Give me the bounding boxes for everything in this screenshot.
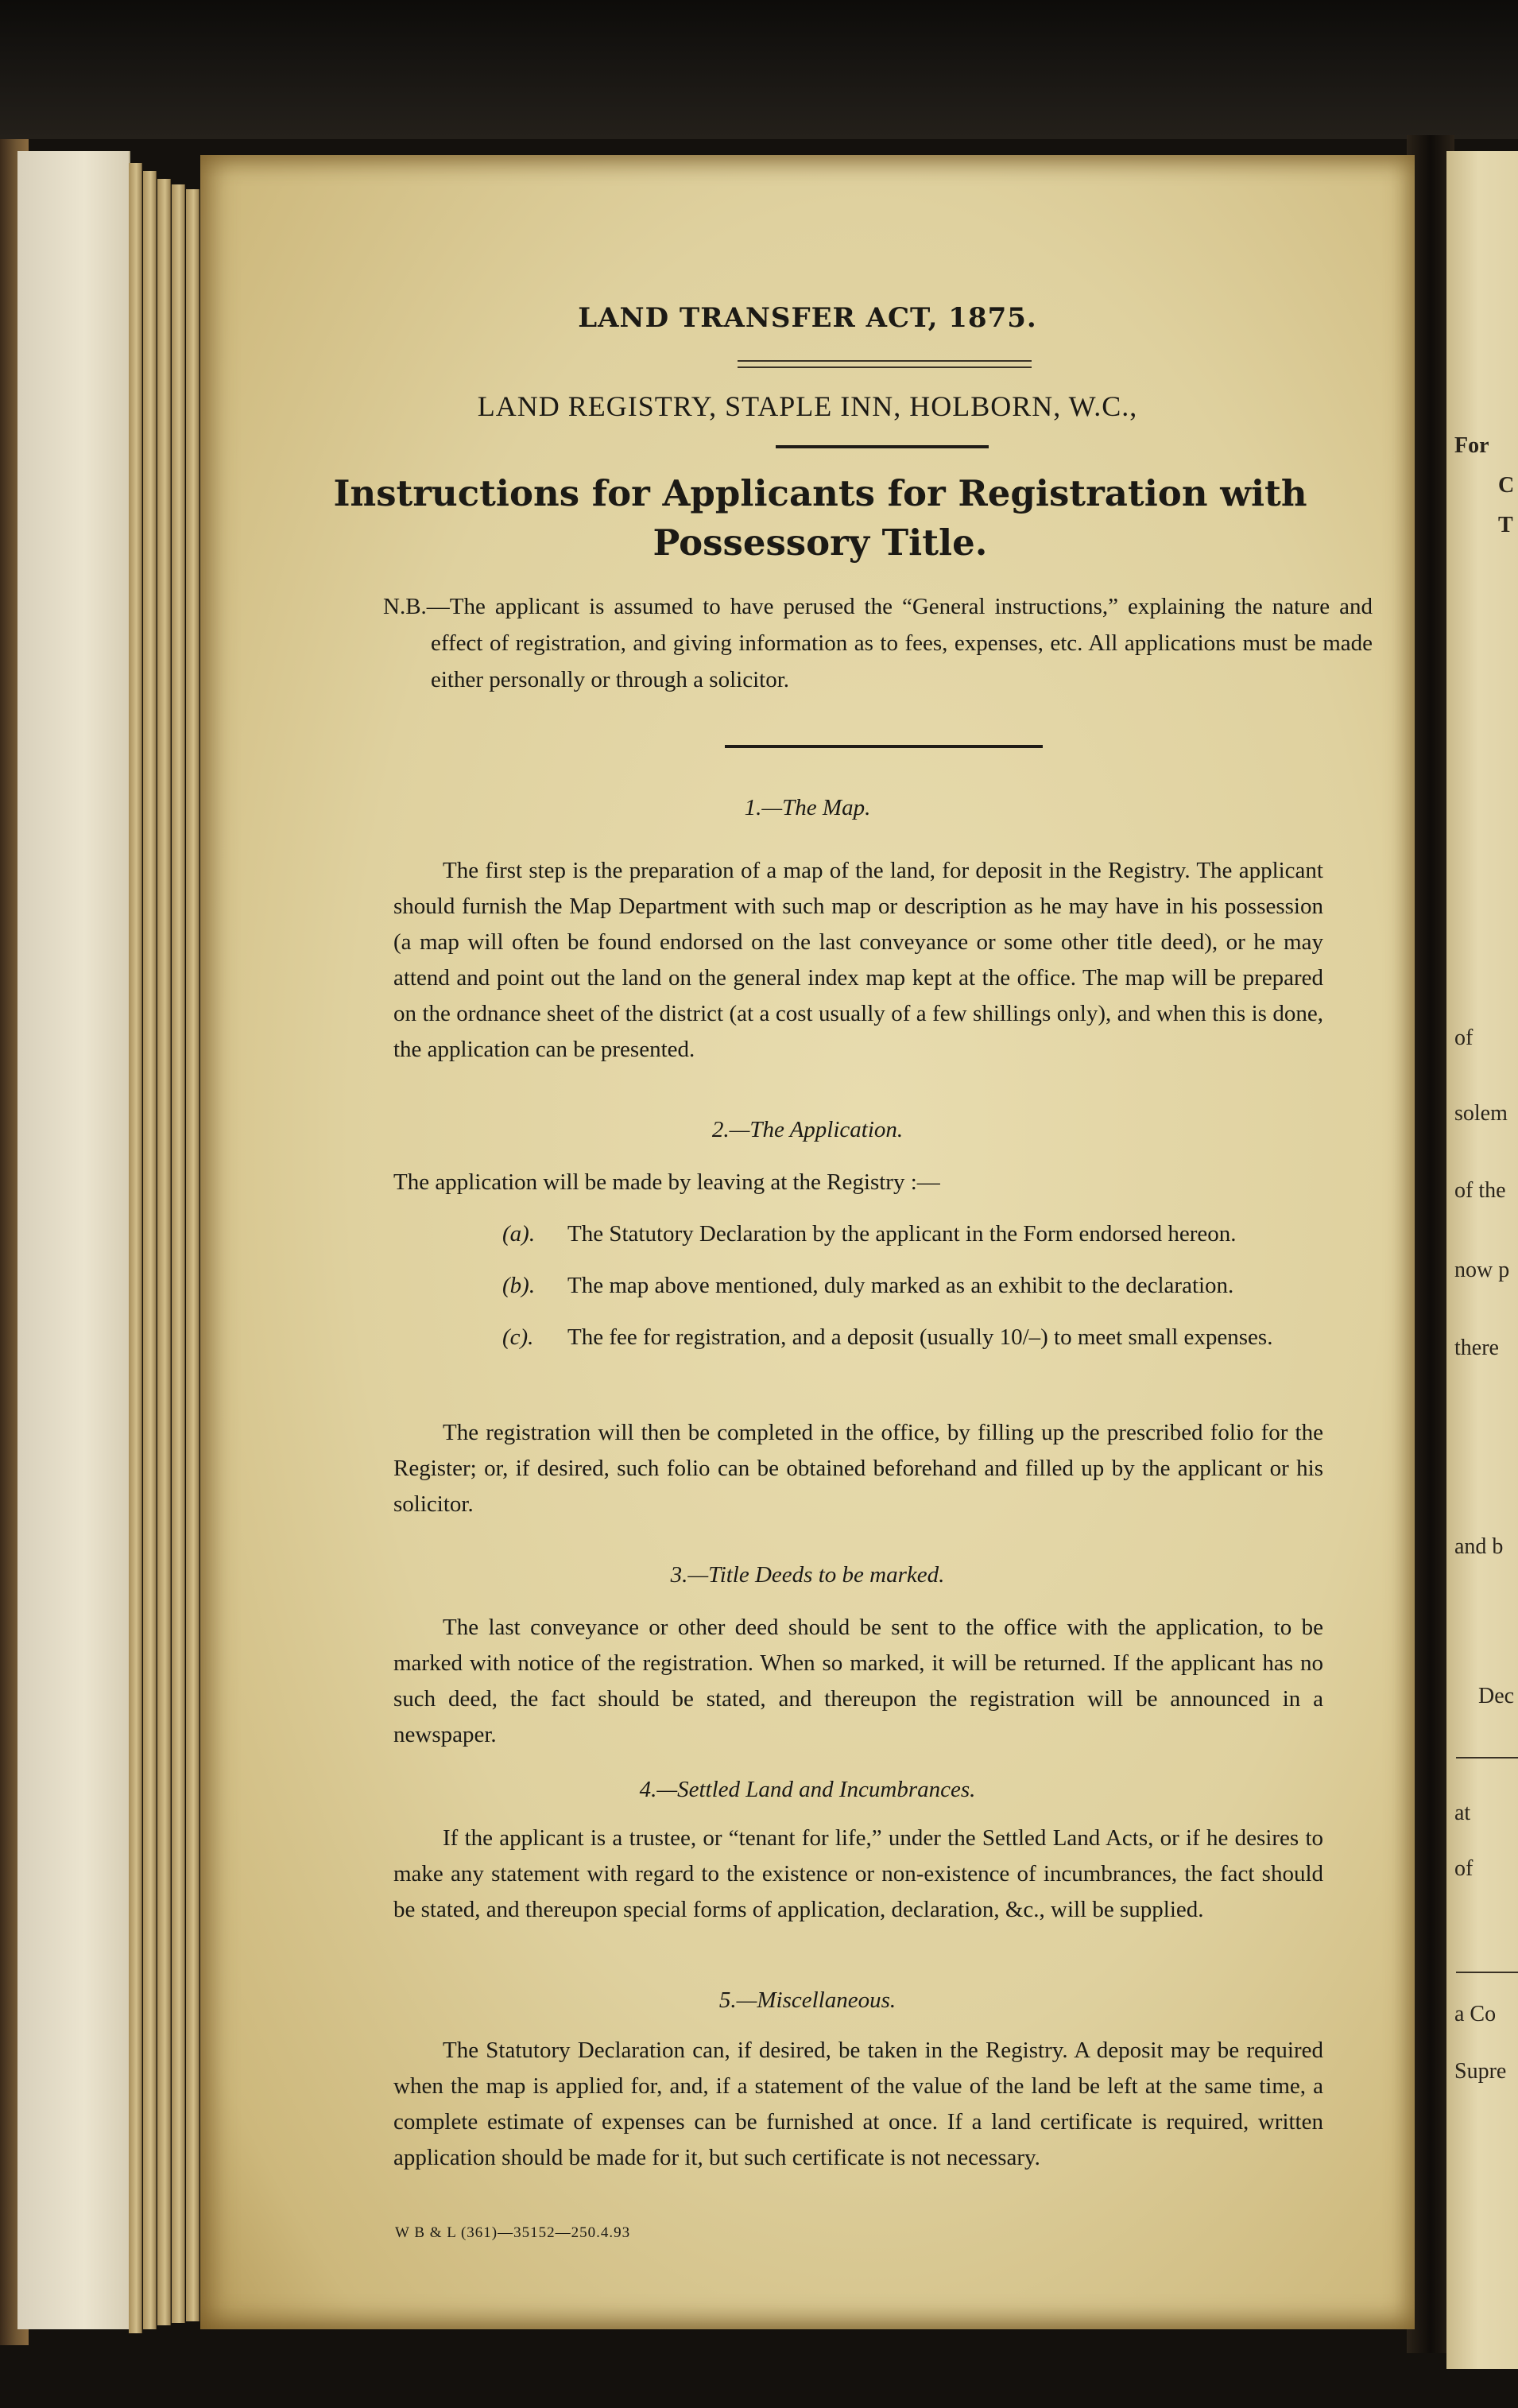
facing-fragment: there bbox=[1454, 1336, 1499, 1360]
facing-fragment: and b bbox=[1454, 1534, 1504, 1559]
leaf-edge bbox=[157, 179, 171, 2325]
leaf-edge bbox=[143, 171, 157, 2329]
back-leaf bbox=[17, 151, 130, 2329]
section-text-map: The first step is the preparation of a map of the land, for deposit in the Registry. The applicant should furnish the Map Department with such map or description as he may have in his possession (a map will often be found endorsed on the last conveyance or some other title deed), or he may attend and point out the land on the general index map kept at the office. The map will be prepared on the ordnance sheet of the district (at a cost usually of a few shillings only), and when this is done, the application can be presented. bbox=[393, 858, 1323, 1062]
application-intro: The application will be made by leaving at the Registry :— bbox=[393, 1169, 940, 1195]
section-text-miscellaneous: The Statutory Declaration can, if desired, be taken in the Registry. A deposit may be required when the map is applied for, and, if a statement of the value of the land be left at the same time, a complete estimate of expenses can be furnished at once. If a land certificate is required, written application should be made for it, but such certificate is not necessary. bbox=[393, 2038, 1323, 2170]
facing-fragment: Supre bbox=[1454, 2059, 1507, 2084]
application-item-c bbox=[502, 1320, 1394, 1355]
section-heading-application: 2.—The Application. bbox=[711, 1117, 904, 1142]
facing-fragment: a Co bbox=[1454, 2002, 1497, 2026]
facing-fragment: now p bbox=[1454, 1258, 1510, 1282]
facing-fragment: of the bbox=[1454, 1178, 1506, 1203]
application-item-b bbox=[502, 1268, 1394, 1304]
registry-heading: LAND REGISTRY, STAPLE INN, HOLBORN, W.C., bbox=[477, 390, 1138, 422]
section-heading-settled-land: 4.—Settled Land and Incumbrances. bbox=[639, 1777, 976, 1802]
item-label: (b). bbox=[502, 1273, 536, 1298]
item-label: (a). bbox=[502, 1221, 536, 1247]
application-item-a bbox=[502, 1216, 1394, 1252]
item-text: The Statutory Declaration by the applicant in the Form endorsed hereon. bbox=[567, 1221, 1237, 1247]
item-label: (c). bbox=[502, 1324, 534, 1350]
leaf-edge bbox=[186, 189, 199, 2321]
section-text-settled-land: If the applicant is a trustee, or “tenant for life,” under the Settled Land Acts, or if he desires to make any statement with regard to the existence or non-existence of incumbrances, the fact should be stated, and thereupon special forms of application, declaration, &c., will be supplied. bbox=[393, 1825, 1323, 1922]
document-title: Instructions for Applicants for Registration with Possessory Title. bbox=[333, 472, 1307, 564]
facing-rule bbox=[1456, 1757, 1518, 1758]
leaf-edge bbox=[129, 163, 142, 2333]
double-rule bbox=[738, 360, 1032, 368]
facing-fragment: C bbox=[1498, 473, 1515, 498]
section-heading-miscellaneous: 5.—Miscellaneous. bbox=[718, 1987, 896, 2013]
leaf-edge bbox=[172, 184, 185, 2323]
section-heading-map: 1.—The Map. bbox=[744, 795, 871, 820]
facing-fragment: solem bbox=[1454, 1101, 1508, 1126]
item-text: The map above mentioned, duly marked as an exhibit to the declaration. bbox=[567, 1273, 1234, 1298]
divider-rule bbox=[776, 445, 989, 448]
facing-fragment: of bbox=[1454, 1856, 1473, 1881]
facing-fragment: at bbox=[1454, 1801, 1471, 1825]
nb-note: N.B.—The applicant is assumed to have perused the “General instructions,” explaining the nature and effect of registration, and giving information as to fees, expenses, etc. All applications must be made either personally or through a solicitor. bbox=[383, 594, 1373, 692]
facing-fragment: T bbox=[1498, 513, 1513, 537]
facing-fragment: of bbox=[1454, 1026, 1473, 1050]
item-text: The fee for registration, and a deposit (usually 10/–) to meet small expenses. bbox=[567, 1324, 1273, 1350]
section-heading-title-deeds: 3.—Title Deeds to be marked. bbox=[670, 1562, 945, 1588]
divider-rule bbox=[725, 745, 1043, 748]
top-shadow bbox=[0, 0, 1518, 139]
section-text-title-deeds: The last conveyance or other deed should be sent to the office with the application, to be marked with notice of the registration. When so marked, it will be returned. If the applicant has no such deed, the fact should be stated, and thereupon the registration will be announced in a newspaper. bbox=[393, 1615, 1323, 1747]
printer-imprint: W B & L (361)—35152—250.4.93 bbox=[395, 2224, 631, 2241]
facing-fragment: For bbox=[1454, 433, 1489, 458]
section-text-application: The registration will then be completed in the office, by filling up the prescribed folio for the Register; or, if desired, such folio can be obtained beforehand and filled up by the applicant or his solicitor. bbox=[393, 1420, 1323, 1517]
facing-rule bbox=[1456, 1972, 1518, 1973]
facing-fragment: Dec bbox=[1478, 1684, 1515, 1708]
act-heading: LAND TRANSFER ACT, 1875. bbox=[578, 302, 1037, 334]
document-page bbox=[200, 155, 1415, 2329]
